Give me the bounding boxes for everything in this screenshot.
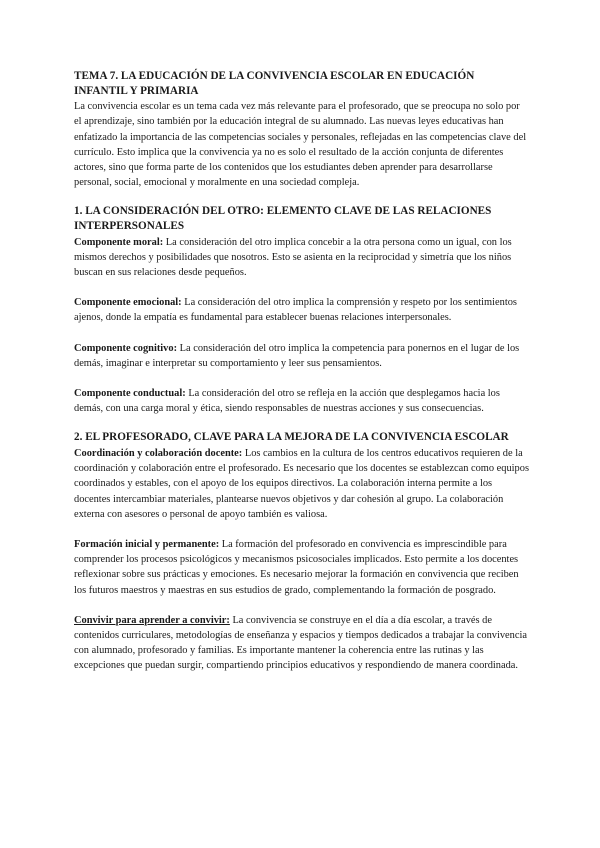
paragraph-label: Componente conductual: xyxy=(74,388,186,400)
paragraph-label: Coordinación y colaboración docente: xyxy=(74,448,243,460)
intro-paragraph: La convivencia escolar es un tema cada vez más relevante para el profesorado, que se preocupa no solo por el aprendizaje, sino también por la educación integral de su alumnado. Las nuevas leyes educativas han enfatizado la importancia de las competencias sociales y personales, reflejadas en las competencias clave del currículo. Esto implica que la convivencia ya no es solo el resultado de la acción conjunta de diferentes actores, sino que forma parte de los contenidos que los estudiantes deben aprender para desarrollarse personal, social, emocional y moralmente en una sociedad compleja. xyxy=(74,101,527,189)
paragraph-componente-cognitivo xyxy=(74,341,529,371)
paragraph-componente-moral xyxy=(74,235,529,281)
paragraph-convivir-para-aprender xyxy=(74,613,529,674)
paragraph-coordinacion-docente xyxy=(74,446,529,522)
paragraph-text: La convivencia se construye en el día a día escolar, a través de contenidos curriculares, metodologías de enseñanza y espacios y tiempos dedicados a trabajar la convivencia con alumnado, profesorado y familias. Es importante mantener la coherencia entre las rutinas y las excepciones que puedan surgir, compartiendo principios educativos y respondiendo de manera coordinada. xyxy=(74,614,527,672)
paragraph-label: Componente moral: xyxy=(74,236,164,248)
paragraph-formacion-inicial xyxy=(74,537,529,598)
section-1-heading: 1. LA CONSIDERACIÓN DEL OTRO: ELEMENTO CLAVE DE LAS RELACIONES INTERPERSONALES xyxy=(74,205,492,232)
paragraph-text: Los cambios en la cultura de los centros educativos requieren de la coordinación y colaboración entre el profesorado. Es necesario que los docentes se establezcan como equipos coordinados y estables, con el apoyo de los equipos directivos. La colaboración interna permite a los docentes intercambiar materiales, plantearse nuevos objetivos y dar cohesión al grupo. La colaboración externa con asesores o personal de apoyo también es valiosa. xyxy=(74,448,529,520)
paragraph-text: La consideración del otro implica la comprensión y respeto por los sentimientos ajenos, donde la empatía es fundamental para establecer buenas relaciones interpersonales. xyxy=(74,297,517,324)
document-title: TEMA 7. LA EDUCACIÓN DE LA CONVIVENCIA ESCOLAR EN EDUCACIÓN INFANTIL Y PRIMARIA xyxy=(74,70,475,97)
paragraph-text: La consideración del otro se refleja en la acción que desplegamos hacia los demás, con una carga moral y ética, siendo responsables de nuestras acciones y sus consecuencias. xyxy=(74,388,500,415)
paragraph-componente-emocional xyxy=(74,295,529,325)
paragraph-text: La consideración del otro implica la competencia para ponernos en el lugar de los demás, imaginar e interpretar su comportamiento y leer sus pensamientos. xyxy=(74,342,520,369)
section-2-heading: 2. EL PROFESORADO, CLAVE PARA LA MEJORA DE LA CONVIVENCIA ESCOLAR xyxy=(74,431,509,444)
paragraph-text: La formación del profesorado en convivencia es imprescindible para comprender los procesos psicológicos y mecanismos psicosociales implicados. Esto permite a los docentes reflexionar sobre sus prácticas y emociones. Es necesario mejorar la formación en convivencia que reciben los futuros maestros y maestras en sus estudios de grado, complementando la formación de posgrado. xyxy=(74,539,519,596)
paragraph-label: Convivir para aprender a convivir: xyxy=(74,614,230,626)
document-body xyxy=(74,69,529,674)
paragraph-label: Formación inicial y permanente: xyxy=(74,539,220,551)
paragraph-componente-conductual xyxy=(74,386,529,416)
paragraph-label: Componente cognitivo: xyxy=(74,342,178,354)
paragraph-text: La consideración del otro implica concebir a la otra persona como un igual, con los mismos derechos y posibilidades que nosotros. Esto se asienta en la reciprocidad y simetría que los niños buscan en sus relaciones desde pequeños. xyxy=(74,236,512,278)
paragraph-label: Componente emocional: xyxy=(74,297,182,309)
